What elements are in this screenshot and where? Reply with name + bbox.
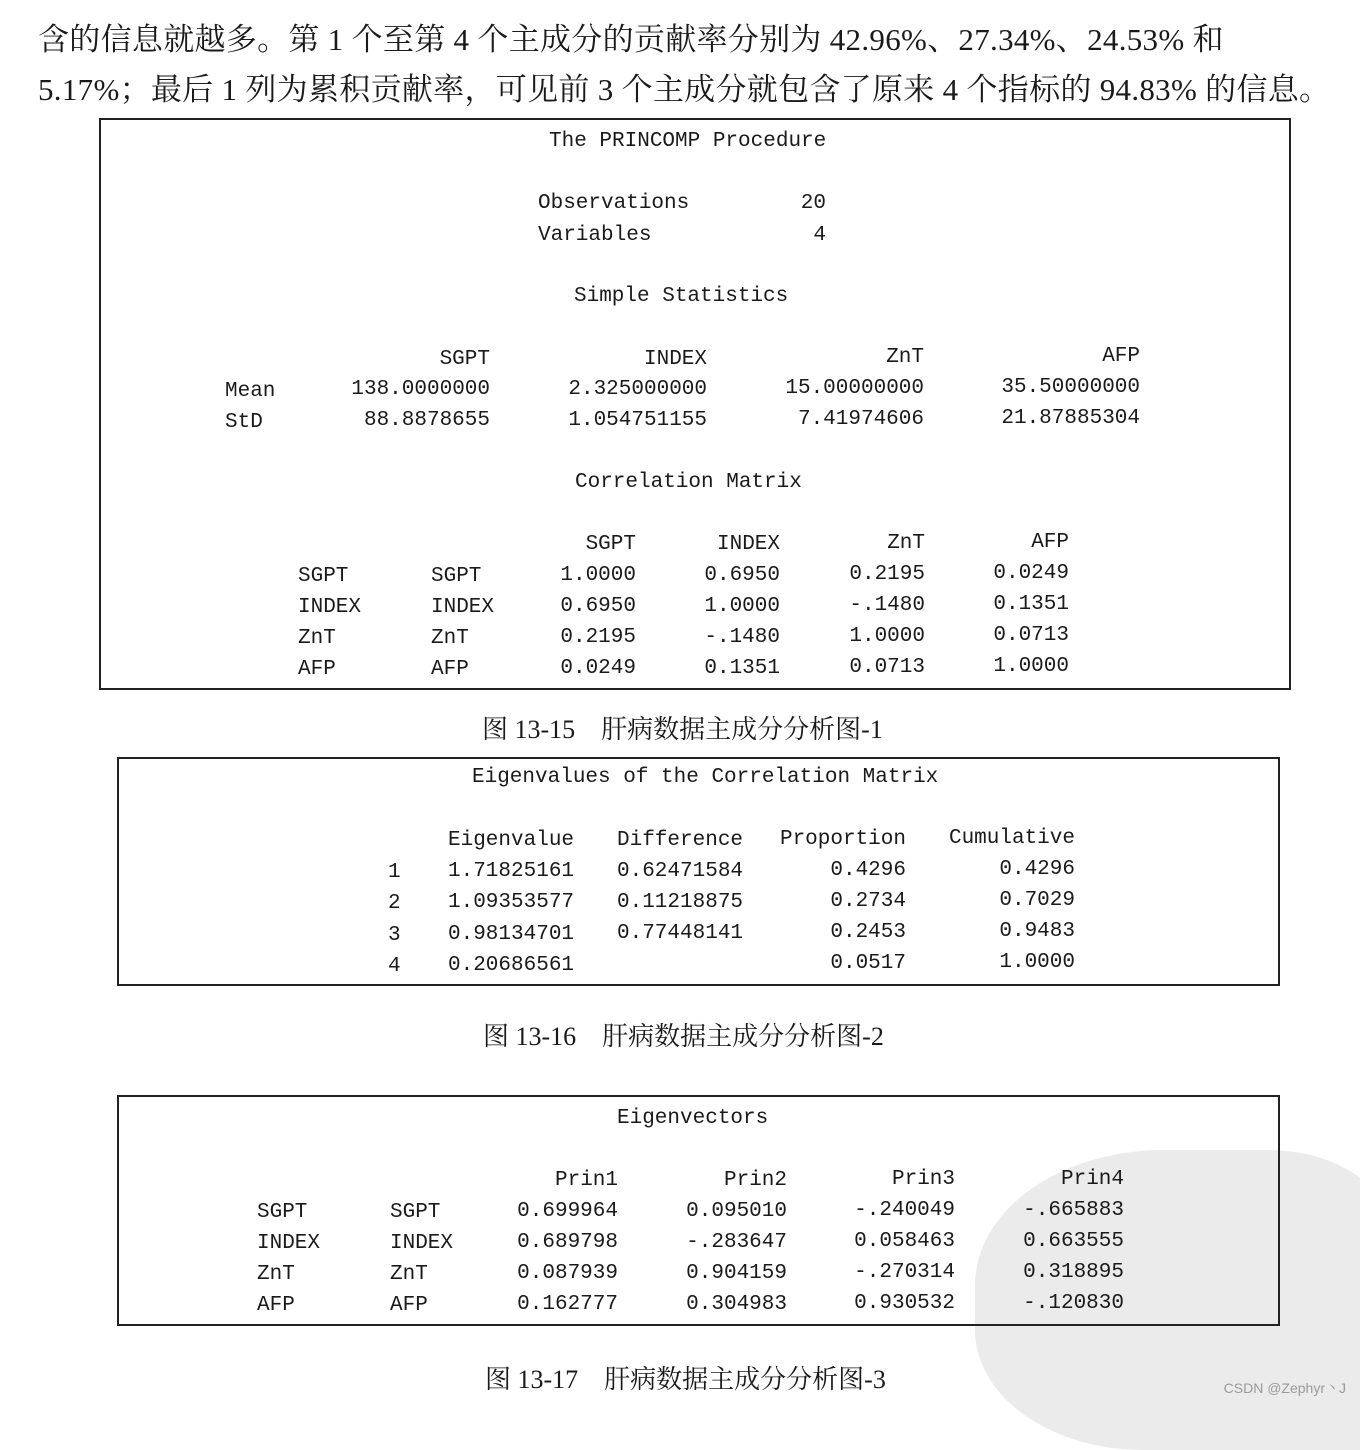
std-afp: 21.87885304 [1001,407,1140,430]
evec-cell: 0.162777 [517,1293,618,1316]
figure-3-caption: 图 13-17 肝病数据主成分分析图-3 [485,1365,886,1394]
eig-row-label: 3 [388,924,401,947]
eig-cell: 0.4296 [999,858,1075,881]
eig-cell: 1.71825161 [448,860,575,883]
evec-cell: 0.904159 [686,1262,787,1285]
col-header-prin1: Prin1 [554,1169,618,1192]
evec-cell: 0.095010 [686,1200,787,1223]
eig-cell: 1.0000 [999,951,1075,974]
evec-cell: -.120830 [1023,1292,1124,1315]
eig-row-label: 2 [388,892,401,915]
figure-2-caption: 图 13-16 肝病数据主成分分析图-2 [483,1022,884,1051]
corr-cell: -.1480 [849,594,925,617]
evec-row-label2: INDEX [390,1232,454,1255]
corr-cell: 0.6950 [560,595,636,618]
col-header-proportion: Proportion [779,828,906,851]
eig-cell: 0.7029 [999,889,1075,912]
evec-row-label: SGPT [257,1201,308,1224]
correlation-matrix-title: Correlation Matrix [575,471,802,494]
row-label-std: StD [225,411,263,434]
col-header-znt: ZnT [886,346,924,369]
corr-cell: 0.0713 [849,656,925,679]
eig-cell: 1.09353577 [448,891,575,914]
corr-row-label: AFP [298,658,336,681]
corr-cell: 0.2195 [560,626,636,649]
corr-cell: 1.0000 [849,625,925,648]
variables-label: Variables [538,224,652,247]
col-header-difference: Difference [617,829,744,852]
col-header-index: INDEX [643,348,707,371]
evec-row-label2: ZnT [390,1263,428,1286]
corr-cell: 0.2195 [849,563,925,586]
corr-col-afp: AFP [1031,531,1069,554]
col-header-cumulative: Cumulative [948,827,1075,850]
corr-col-sgpt: SGPT [585,533,636,556]
corr-cell: 0.1351 [993,593,1069,616]
csdn-watermark: CSDN @Zephyr丶J [1223,1380,1346,1396]
procedure-title: The PRINCOMP Procedure [549,130,827,153]
evec-cell: -.240049 [854,1199,955,1222]
std-index: 1.054751155 [568,409,707,432]
evec-cell: 0.930532 [854,1292,955,1315]
col-header-afp: AFP [1102,345,1140,368]
eig-cell: 0.77448141 [617,922,744,945]
corr-cell: 0.0713 [993,624,1069,647]
eigenvectors-title: Eigenvectors [617,1107,769,1130]
corr-row-label: SGPT [298,565,349,588]
corr-row-label: INDEX [298,596,362,619]
eig-cell: 0.62471584 [617,860,744,883]
corr-cell: 0.0249 [560,657,636,680]
eig-cell: 0.2453 [830,921,906,944]
evec-row-label2: AFP [390,1294,428,1317]
evec-cell: 0.689798 [517,1231,618,1254]
corr-cell: 0.6950 [704,564,780,587]
corr-cell: 1.0000 [993,655,1069,678]
eig-row-label: 1 [388,861,401,884]
corr-row-label2: AFP [431,658,469,681]
mean-afp: 35.50000000 [1001,376,1140,399]
corr-cell: 1.0000 [704,595,780,618]
simple-statistics-title: Simple Statistics [574,285,789,308]
eig-cell: 0.20686561 [448,954,575,977]
col-header-prin3: Prin3 [891,1168,955,1191]
corr-cell: 1.0000 [560,564,636,587]
evec-cell: 0.058463 [854,1230,955,1253]
std-znt: 7.41974606 [797,408,924,431]
corr-cell: 0.1351 [704,657,780,680]
evec-cell: -.283647 [686,1231,787,1254]
observations-value: 20 [800,192,826,215]
evec-row-label: AFP [257,1294,295,1317]
eig-cell: 0.98134701 [448,923,575,946]
observations-label: Observations [538,192,690,215]
variables-value: 4 [813,224,826,247]
corr-col-znt: ZnT [887,532,925,555]
corr-row-label2: INDEX [431,596,495,619]
evec-row-label: ZnT [257,1263,295,1286]
figure-1-caption: 图 13-15 肝病数据主成分分析图-1 [482,715,883,744]
evec-cell: -.665883 [1023,1199,1124,1222]
evec-cell: 0.699964 [517,1200,618,1223]
corr-col-index: INDEX [716,533,780,556]
corr-cell: -.1480 [704,626,780,649]
std-sgpt: 88.8878655 [363,409,490,432]
evec-cell: 0.318895 [1023,1261,1124,1284]
corr-row-label2: ZnT [431,627,469,650]
corr-row-label2: SGPT [431,565,482,588]
row-label-mean: Mean [225,380,276,403]
evec-cell: 0.087939 [517,1262,618,1285]
col-header-prin2: Prin2 [723,1169,787,1192]
eig-row-label: 4 [388,955,401,978]
corr-cell: 0.0249 [993,562,1069,585]
col-header-prin4: Prin4 [1060,1168,1124,1191]
eig-cell: 0.0517 [830,952,906,975]
eig-cell: 0.4296 [830,859,906,882]
evec-row-label: INDEX [257,1232,321,1255]
col-header-sgpt: SGPT [439,348,490,371]
mean-index: 2.325000000 [568,378,707,401]
evec-cell: 0.304983 [686,1293,787,1316]
paragraph-line-2: 5.17%；最后 1 列为累积贡献率，可见前 3 个主成分就包含了原来 4 个指标的 94.83% 的信息。 [38,72,1331,107]
evec-cell: -.270314 [854,1261,955,1284]
eig-cell: 0.11218875 [617,891,744,914]
eigenvalues-title: Eigenvalues of the Correlation Matrix [472,766,939,789]
evec-row-label2: SGPT [390,1201,441,1224]
eig-cell: 0.9483 [999,920,1075,943]
eig-cell: 0.2734 [830,890,906,913]
col-header-eigenvalue: Eigenvalue [448,829,575,852]
evec-cell: 0.663555 [1023,1230,1124,1253]
mean-znt: 15.00000000 [785,377,924,400]
corr-row-label: ZnT [298,627,336,650]
paragraph-line-1: 含的信息就越多。第 1 个至第 4 个主成分的贡献率分别为 42.96%、27.34%、24.53% 和 [38,22,1224,57]
mean-sgpt: 138.0000000 [351,378,490,401]
